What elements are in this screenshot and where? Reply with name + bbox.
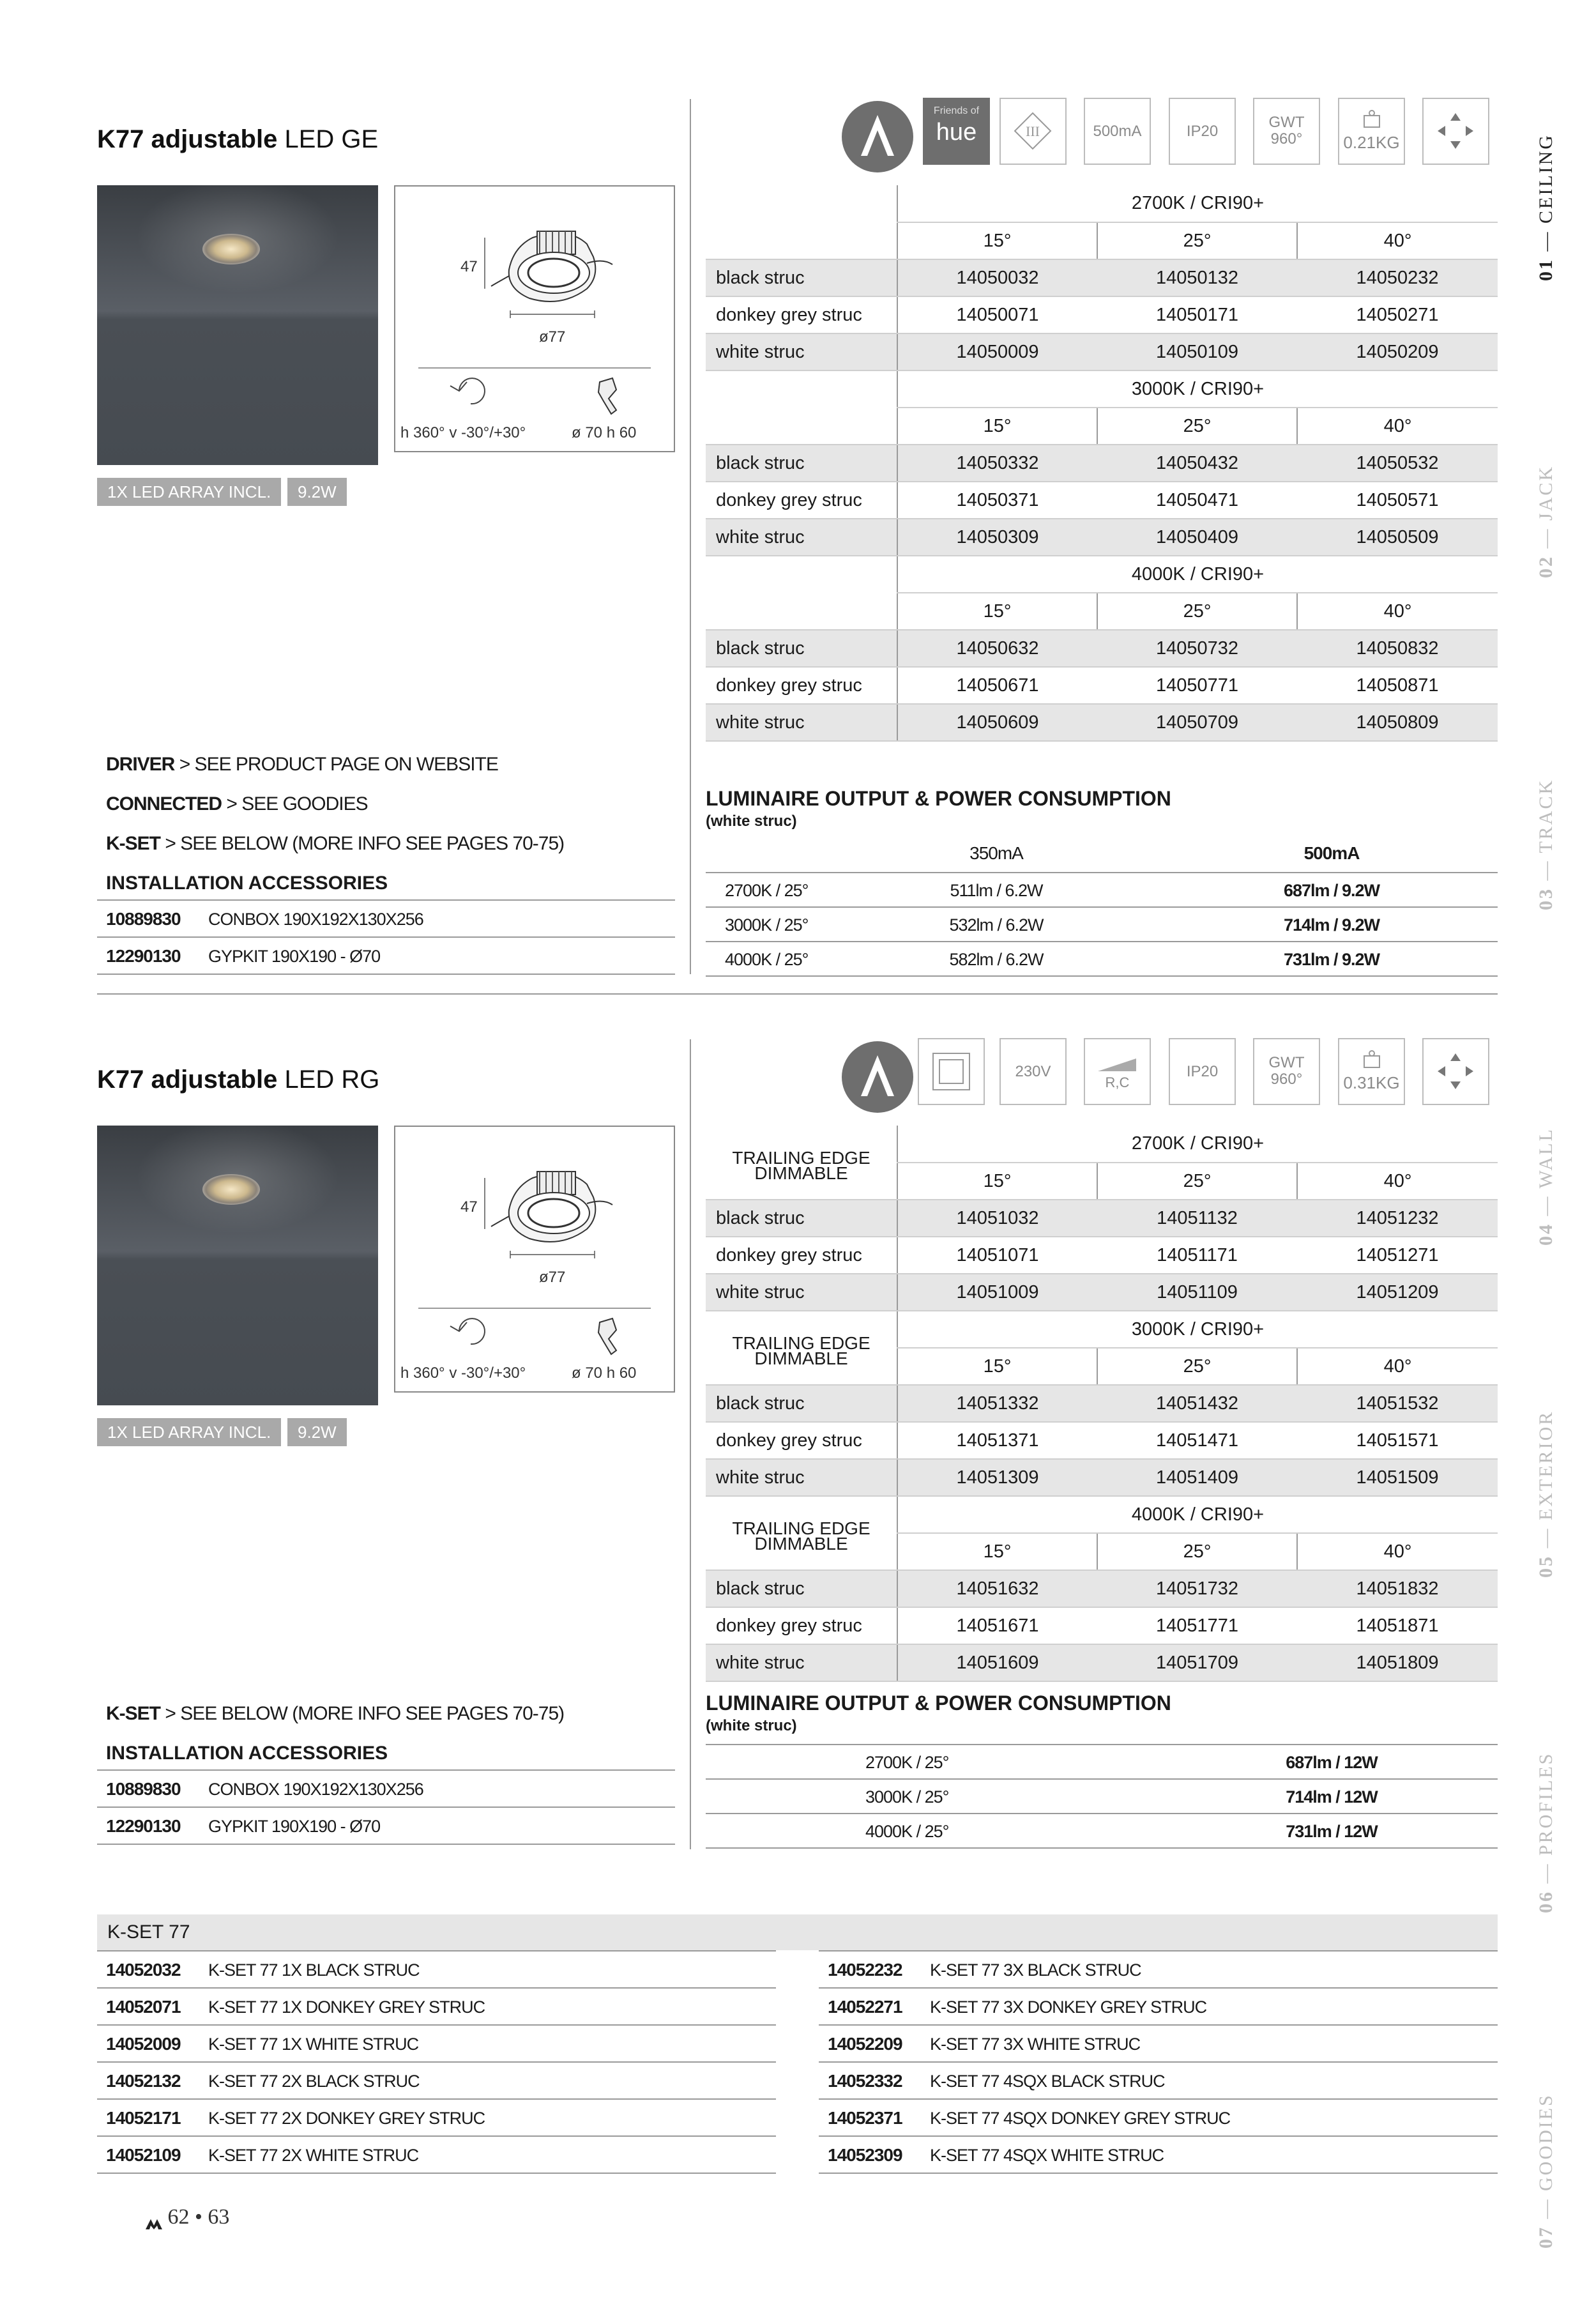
table-row [706,667,1498,704]
color-temperature-header: 2700K / CRI90+ [897,185,1498,222]
accessory-code: 12290130 [106,946,181,966]
dimension-diameter: ø77 [539,328,566,346]
output-value-500: 687lm / 9.2W [1283,881,1380,900]
output-value-350: 511lm / 6.2W [950,881,1043,900]
rotation-spec: h 360° v -30°/+30° [400,424,526,441]
output-value-350: 582lm / 6.2W [949,950,1044,969]
hue-friends-label: Friends of [933,105,980,116]
divider [690,99,691,974]
kset-row[interactable] [819,2026,1498,2063]
article-code[interactable]: 14050071 [897,296,1097,333]
accessory-code: 10889830 [106,1779,181,1799]
color-temperature-header: 4000K / CRI90+ [897,556,1498,593]
finish-label: donkey grey struc [706,1237,897,1274]
dimming-label: R,C [1105,1074,1130,1090]
output-label: 4000K / 25° [725,950,809,969]
class-ii-icon [918,1038,985,1105]
ip-rating-icon: IP20 [1169,1038,1236,1105]
article-code[interactable]: 14050432 [1097,445,1297,482]
article-code[interactable]: 14050209 [1297,333,1498,370]
article-code[interactable]: 14050709 [1097,704,1297,741]
side-tab-label: EXTERIOR [1535,1410,1556,1520]
article-code[interactable]: 14051171 [1097,1237,1297,1274]
article-code[interactable]: 14050271 [1297,296,1498,333]
article-code[interactable]: 14050771 [1097,667,1297,704]
product-title [97,125,378,154]
article-code[interactable]: 14050832 [1297,630,1498,667]
article-code[interactable]: 14051732 [1097,1570,1297,1607]
article-code[interactable]: 14050509 [1297,519,1498,556]
color-temperature-header: 2700K / CRI90+ [897,1126,1498,1163]
kset-desc: K-SET 77 2X WHITE STRUC [208,2146,419,2165]
article-code[interactable]: 14051332 [897,1385,1097,1422]
kset-desc: K-SET 77 1X WHITE STRUC [208,2035,419,2054]
table-row [706,333,1498,370]
gwt-temp-label: 960° [1270,130,1303,148]
beam-angle-header: 40° [1297,408,1498,445]
product-title-rest: LED GE [284,125,379,153]
output-row [706,873,1498,908]
side-tab-label: TRACK [1535,778,1556,853]
gwt-label: GWT [1268,114,1305,131]
dimmable-label: TRAILING EDGE DIMMABLE [706,1496,897,1570]
article-code[interactable]: 14050132 [1097,259,1297,296]
article-code[interactable]: 14051771 [1097,1607,1297,1644]
kset-line: K-SET > SEE BELOW (MORE INFO SEE PAGES 70-75) [106,833,565,854]
color-temperature-header: 3000K / CRI90+ [897,370,1498,408]
dimension-height: 47 [460,258,478,275]
product-photo [97,1126,378,1405]
svg-text:III: III [1026,123,1040,139]
current-icon: 500mA [1084,98,1151,165]
article-code[interactable]: 14051809 [1297,1644,1498,1681]
page-number [146,2205,229,2229]
side-tab-label: PROFILES [1535,1752,1556,1856]
kset-code: 14052371 [828,2108,902,2128]
beam-angle-header: 15° [897,593,1097,630]
article-code[interactable]: 14050309 [897,519,1097,556]
brand-mark-icon [146,2212,162,2225]
kset-row[interactable] [97,2026,776,2063]
finish-label: black struc [706,445,897,482]
table-row [706,519,1498,556]
article-code[interactable]: 14051271 [1297,1237,1498,1274]
weight-icon [1338,98,1405,165]
kset-code: 14052209 [828,2034,902,2054]
gwt-icon [1253,1038,1320,1105]
finish-label: donkey grey struc [706,482,897,519]
divider [690,1039,691,1849]
article-code[interactable]: 14050871 [1297,667,1498,704]
beam-angle-header: 15° [897,408,1097,445]
table-row [706,1200,1498,1237]
accessory-desc: GYPKIT 190X190 - Ø70 [208,947,381,966]
side-tab-profiles[interactable]: 06 — PROFILES [1535,1752,1556,1913]
side-tab-number: 05 [1535,1555,1556,1578]
kset-row[interactable] [97,1989,776,2026]
article-code[interactable]: 14051209 [1297,1274,1498,1311]
dimmable-label: TRAILING EDGE DIMMABLE [706,1311,897,1385]
output-subtitle: (white struc) [706,1717,797,1734]
accessory-row[interactable] [97,901,675,938]
beam-angle-header: 25° [1097,1533,1297,1570]
table-row [706,704,1498,741]
kset-code: 14052132 [106,2071,181,2091]
kset-code: 14052032 [106,1960,181,1980]
table-row [706,296,1498,333]
accessories-title: INSTALLATION ACCESSORIES [106,873,388,894]
dimension-diameter: ø77 [539,1269,566,1286]
beam-angle-header: 40° [1297,1348,1498,1385]
kset-row[interactable] [819,1989,1498,2026]
accessory-desc: GYPKIT 190X190 - Ø70 [208,1817,381,1836]
kset-line: K-SET > SEE BELOW (MORE INFO SEE PAGES 70-75) [106,1703,565,1724]
article-code[interactable]: 14051709 [1097,1644,1297,1681]
kset-code: 14052009 [106,2034,181,2054]
weight-icon [1338,1038,1405,1105]
kset-desc: K-SET 77 4SQX WHITE STRUC [930,2146,1164,2165]
output-label: 2700K / 25° [725,881,809,900]
beam-angle-header: 40° [1297,1533,1498,1570]
article-code[interactable]: 14050032 [897,259,1097,296]
output-value-350: 532lm / 6.2W [949,915,1044,935]
beam-angle-header: 25° [1097,1348,1297,1385]
beam-angle-header: 40° [1297,1163,1498,1200]
article-code[interactable]: 14050532 [1297,445,1498,482]
class-iii-icon [999,98,1067,165]
finish-label: white struc [706,333,897,370]
beam-angle-header: 25° [1097,593,1297,630]
output-row [706,942,1498,977]
color-temperature-header: 3000K / CRI90+ [897,1311,1498,1348]
article-code[interactable]: 14050109 [1097,333,1297,370]
finish-label: black struc [706,630,897,667]
side-tab-label: GOODIES [1535,2093,1556,2191]
adjustable-arrows-icon [1422,98,1489,165]
table-row [706,1274,1498,1311]
technical-drawing [394,185,675,452]
kset-title: K-SET 77 [97,1914,1498,1950]
output-row [706,1780,1498,1814]
product-title [97,1066,379,1094]
kset-desc: K-SET 77 2X BLACK STRUC [208,2072,420,2091]
table-row [706,259,1498,296]
kset-row[interactable] [97,2100,776,2137]
article-code[interactable]: 14051309 [897,1459,1097,1496]
kset-desc: K-SET 77 2X DONKEY GREY STRUC [208,2109,485,2128]
output-value-500: 731lm / 9.2W [1283,950,1380,969]
side-tab-wall[interactable]: 04 — WALL [1535,1127,1556,1246]
finish-label: white struc [706,1459,897,1496]
article-code[interactable]: 14051509 [1297,1459,1498,1496]
section-divider [97,993,1498,995]
accessory-row[interactable] [97,1808,675,1845]
hue-icon [923,98,990,165]
finish-label: black struc [706,259,897,296]
article-code[interactable]: 14050471 [1097,482,1297,519]
kset-desc: K-SET 77 3X WHITE STRUC [930,2035,1141,2054]
table-row [706,482,1498,519]
finish-label: white struc [706,519,897,556]
kset-code: 14052309 [828,2145,902,2165]
output-label: 2700K / 25° [865,1753,949,1772]
page-number-text: 62 • 63 [167,2205,230,2229]
voltage-icon: 230V [999,1038,1067,1105]
kset-row[interactable] [819,2063,1498,2100]
led-array-tag: 1X LED ARRAY INCL. [97,478,281,506]
table-row [706,1644,1498,1681]
article-code[interactable]: 14051132 [1097,1200,1297,1237]
article-code[interactable]: 14051032 [897,1200,1097,1237]
article-code[interactable]: 14051632 [897,1570,1097,1607]
adjustable-arrows-icon [1422,1038,1489,1105]
beam-angle-header: 15° [897,1163,1097,1200]
beam-angle-header: 40° [1297,222,1498,259]
dimming-icon [1084,1038,1151,1105]
accessory-row[interactable] [97,938,675,975]
wattage-tag: 9.2W [287,478,347,506]
side-tab-exterior[interactable]: 05 — EXTERIOR [1535,1410,1556,1578]
article-code[interactable]: 14051532 [1297,1385,1498,1422]
technical-drawing [394,1126,675,1393]
article-code[interactable]: 14050171 [1097,296,1297,333]
gwt-temp-label: 960° [1270,1071,1303,1088]
table-row [706,1385,1498,1422]
finish-label: black struc [706,1385,897,1422]
article-code[interactable]: 14050009 [897,333,1097,370]
output-col-350ma: 350mA [969,843,1023,863]
article-matrix [706,185,1498,742]
table-row [706,1607,1498,1644]
kset-code: 14052332 [828,2071,902,2091]
article-code[interactable]: 14051409 [1097,1459,1297,1496]
output-title: LUMINAIRE OUTPUT & POWER CONSUMPTION [706,787,1171,810]
kset-desc: K-SET 77 4SQX DONKEY GREY STRUC [930,2109,1231,2128]
kset-code: 14052171 [106,2108,181,2128]
accessories-title: INSTALLATION ACCESSORIES [106,1743,388,1764]
article-code[interactable]: 14050809 [1297,704,1498,741]
kset-row[interactable] [97,2137,776,2174]
article-code[interactable]: 14051432 [1097,1385,1297,1422]
finish-label: white struc [706,1274,897,1311]
article-code[interactable]: 14051071 [897,1237,1097,1274]
article-code[interactable]: 14051871 [1297,1607,1498,1644]
article-code[interactable]: 14050332 [897,445,1097,482]
accessory-code: 12290130 [106,1816,181,1836]
article-code[interactable]: 14050609 [897,704,1097,741]
side-tab-number: 06 [1535,1890,1556,1913]
output-value: 687lm / 12W [1286,1753,1378,1772]
side-tab-number: 01 [1535,258,1556,281]
output-label: 3000K / 25° [725,915,809,935]
side-tab-label: WALL [1535,1127,1556,1189]
accessory-desc: CONBOX 190X192X130X256 [208,1780,423,1799]
kset-row[interactable] [97,1952,776,1989]
accessory-code: 10889830 [106,909,181,929]
article-code[interactable]: 14051609 [897,1644,1097,1681]
article-code[interactable]: 14050632 [897,630,1097,667]
beam-angle-header: 25° [1097,408,1297,445]
finish-label: black struc [706,1200,897,1237]
side-tab-number: 07 [1535,2226,1556,2249]
table-row [706,1570,1498,1607]
weight-label: 0.31KG [1343,1073,1400,1092]
dimmable-label: TRAILING EDGE DIMMABLE [706,1126,897,1200]
kset-desc: K-SET 77 4SQX BLACK STRUC [930,2072,1165,2091]
article-code[interactable]: 14051371 [897,1422,1097,1459]
kset-code: 14052071 [106,1997,181,2017]
finish-label: donkey grey struc [706,296,897,333]
side-tab-number: 04 [1535,1223,1556,1246]
product-photo [97,185,378,465]
table-row [706,1422,1498,1459]
article-code[interactable]: 14051571 [1297,1422,1498,1459]
beam-angle-header: 25° [1097,1163,1297,1200]
finish-label: donkey grey struc [706,1607,897,1644]
wattage-tag: 9.2W [287,1418,347,1446]
product-title-rest: LED RG [284,1066,380,1094]
accessory-row[interactable] [97,1771,675,1808]
finish-label: donkey grey struc [706,1422,897,1459]
output-row [706,1745,1498,1780]
output-row [706,908,1498,942]
article-code[interactable]: 14051671 [897,1607,1097,1644]
output-title: LUMINAIRE OUTPUT & POWER CONSUMPTION [706,1692,1171,1715]
product-title-bold: K77 adjustable [97,125,278,153]
side-tab-jack[interactable]: 02 — JACK [1535,464,1556,578]
side-tab-label: CEILING [1535,134,1556,224]
kset-row[interactable] [819,1952,1498,1989]
side-tab-goodies[interactable]: 07 — GOODIES [1535,2093,1556,2249]
cutout-spec: ø 70 h 60 [572,424,637,441]
kset-desc: K-SET 77 1X DONKEY GREY STRUC [208,1997,485,2017]
gwt-icon [1253,98,1320,165]
article-code[interactable]: 14051009 [897,1274,1097,1311]
article-code[interactable]: 14051471 [1097,1422,1297,1459]
side-tab-number: 03 [1535,887,1556,910]
accessory-desc: CONBOX 190X192X130X256 [208,910,423,929]
table-row [706,630,1498,667]
table-row [706,445,1498,482]
article-code[interactable]: 14050571 [1297,482,1498,519]
article-code[interactable]: 14051232 [1297,1200,1498,1237]
kset-desc: K-SET 77 1X BLACK STRUC [208,1960,420,1980]
hue-label: hue [936,119,977,146]
kset-code: 14052271 [828,1997,902,2017]
side-tab-ceiling[interactable]: 01 — CEILING [1535,134,1556,281]
output-value: 731lm / 12W [1286,1822,1378,1841]
kset-desc: K-SET 77 3X BLACK STRUC [930,1960,1141,1980]
article-code[interactable]: 14050409 [1097,519,1297,556]
side-tab-number: 02 [1535,555,1556,578]
cutout-spec: ø 70 h 60 [572,1364,637,1382]
ip-rating-icon: IP20 [1169,98,1236,165]
article-code[interactable]: 14050371 [897,482,1097,519]
side-tab-label: JACK [1535,464,1556,521]
article-code[interactable]: 14050671 [897,667,1097,704]
color-temperature-header: 4000K / CRI90+ [897,1496,1498,1533]
output-value-500: 714lm / 9.2W [1283,915,1380,935]
output-label: 4000K / 25° [865,1822,949,1841]
brand-logo-icon [842,1041,913,1113]
rotation-spec: h 360° v -30°/+30° [400,1364,526,1382]
beam-angle-header: 25° [1097,222,1297,259]
finish-label: black struc [706,1570,897,1607]
article-matrix [706,1126,1498,1682]
side-tab-track[interactable]: 03 — TRACK [1535,778,1556,910]
product-title-bold: K77 adjustable [97,1066,278,1094]
output-row [706,1814,1498,1849]
kset-code: 14052109 [106,2145,181,2165]
brand-logo-icon [842,101,913,172]
finish-label: donkey grey struc [706,667,897,704]
kset-desc: K-SET 77 3X DONKEY GREY STRUC [930,1997,1207,2017]
output-value: 714lm / 12W [1286,1787,1378,1806]
led-array-tag: 1X LED ARRAY INCL. [97,1418,281,1446]
kset-row[interactable] [819,2100,1498,2137]
article-code[interactable]: 14051832 [1297,1570,1498,1607]
driver-line: DRIVER > SEE PRODUCT PAGE ON WEBSITE [106,754,498,775]
connected-line: CONNECTED > SEE GOODIES [106,793,368,814]
gwt-label: GWT [1268,1054,1305,1071]
article-code[interactable]: 14050232 [1297,259,1498,296]
output-col-500ma: 500mA [1303,843,1360,863]
beam-angle-header: 40° [1297,593,1498,630]
output-label: 3000K / 25° [865,1787,949,1806]
beam-angle-header: 15° [897,1348,1097,1385]
finish-label: white struc [706,704,897,741]
kset-row[interactable] [97,2063,776,2100]
output-subtitle: (white struc) [706,813,797,830]
table-row [706,1237,1498,1274]
kset-code: 14052232 [828,1960,902,1980]
kset-row[interactable] [819,2137,1498,2174]
finish-label: white struc [706,1644,897,1681]
table-row [706,1459,1498,1496]
weight-label: 0.21KG [1343,133,1400,152]
dimension-height: 47 [460,1198,478,1216]
beam-angle-header: 15° [897,222,1097,259]
article-code[interactable]: 14051109 [1097,1274,1297,1311]
article-code[interactable]: 14050732 [1097,630,1297,667]
beam-angle-header: 15° [897,1533,1097,1570]
